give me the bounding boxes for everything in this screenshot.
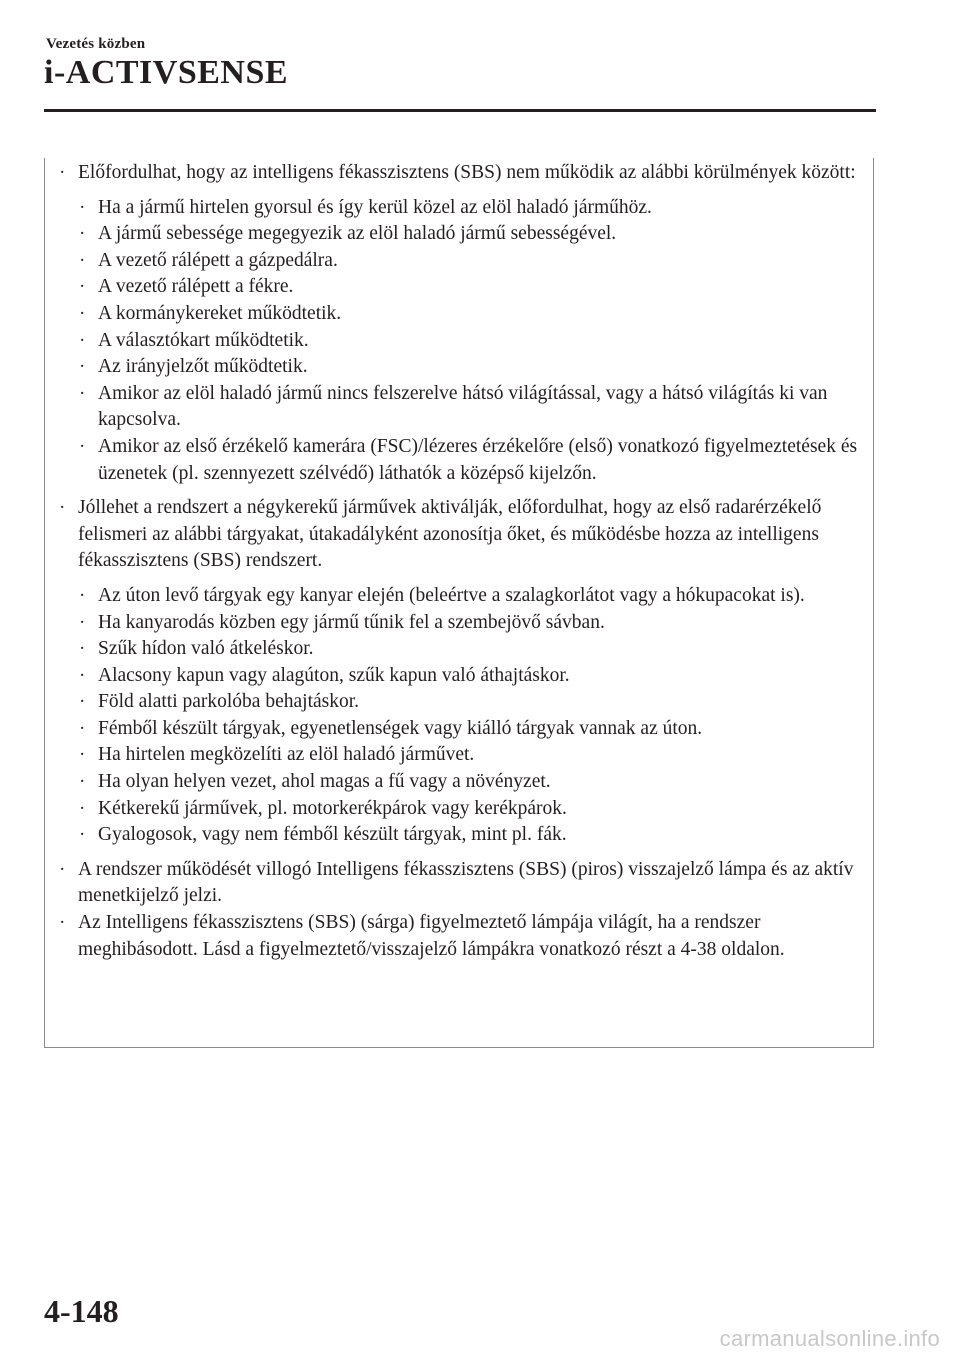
bullet: · [79,744,86,766]
bullet: · [59,497,66,519]
list-item-text: Föld alatti parkolóba behajtáskor. [98,691,360,713]
paragraph-text: Előfordulhat, hogy az intelligens fékasszisztens (SBS) nem működik az alábbi körülmények között: [78,162,856,183]
sub-list-item [76,248,866,275]
bullet: · [79,276,86,298]
list-item-text: Ha kanyarodás közben egy jármű tűnik fel a szembejövő sávban. [98,611,605,633]
bullet: · [79,223,86,245]
section-label: Vezetés közben [46,36,146,52]
bullet: · [79,771,86,793]
list-item-text: Az irányjelzőt működtetik. [98,356,308,378]
list-item-text: Ha a jármű hirtelen gyorsul és így kerül közel az elöl haladó járműhöz. [98,196,652,218]
list-item-text: Amikor az első érzékelő kamerára (FSC)/lézeres érzékelőre (első) vonatkozó figyelmeztetések és üzenetek (pl. szennyezett szélvédő) láthatók a középső kijelzőn. [98,435,858,484]
bullet: · [79,356,86,378]
sub-list-item [76,796,866,823]
sub-list-item [76,301,866,328]
bullet: · [79,329,86,351]
list-item-text: Ha hirtelen megközelíti az elöl haladó járművet. [98,744,475,766]
sub-list-item [76,636,866,663]
bullet: · [79,664,86,686]
bullet: · [79,249,86,271]
watermark: carmanualsonline.info [719,1326,940,1351]
bullet: · [59,912,66,934]
sub-list-item [76,195,866,222]
list-item-text: Kétkerekű járművek, pl. motorkerékpárok vagy kerékpárok. [98,797,567,819]
bullet: · [79,611,86,633]
bullet: · [79,302,86,324]
bullet: · [79,797,86,819]
sub-list-item [76,742,866,769]
bullet: · [79,691,86,713]
sub-list-item [76,769,866,796]
bullet-item [56,910,866,963]
list-item-text: Az úton levő tárgyak egy kanyar elején (beleértve a szalagkorlátot vagy a hókupacokat is). [98,584,805,606]
paragraph-text: Az Intelligens fékasszisztens (SBS) (sárga) figyelmeztető lámpája világít, ha a rendszer meghibásodott. Lásd a figyelmeztető/visszajelző lámpákra vonatkozó részt a 4-38 oldalon. [78,912,785,960]
list-item-text: A vezető rálépett a gázpedálra. [98,249,338,271]
sub-list-item [76,663,866,690]
bullet: · [79,435,86,457]
sub-list-item [76,689,866,716]
sub-list [56,583,866,849]
sub-list-item [76,434,866,487]
sub-list [56,195,866,488]
bullet-item [56,857,866,910]
list-item-text: Szűk hídon való átkeléskor. [98,638,314,660]
bullet: · [59,858,66,880]
bullet: · [79,717,86,739]
page-number: 4-148 [44,1293,119,1329]
bullet: · [79,196,86,218]
sub-list-item [76,583,866,610]
list-item-text: A kormánykereket működtetik. [98,302,342,324]
bullet: · [79,638,86,660]
bullet: · [79,824,86,846]
list-item-text: A jármű sebessége megegyezik az elöl haladó jármű sebességével. [98,223,617,245]
sub-list-item [76,221,866,248]
list-item-text: A választókart működtetik. [98,329,309,351]
list-item-text: Fémből készült tárgyak, egyenetlenségek vagy kiálló tárgyak vannak az úton. [98,717,703,739]
sub-list-item [76,822,866,849]
sub-list-item [76,354,866,381]
sub-list-item [76,274,866,301]
paragraph-text: Jóllehet a rendszert a négykerekű járművek aktiválják, előfordulhat, hogy az első radarérzékelő felismeri az alábbi tárgyakat, útakadályként azonosítja őket, és működésbe hozza az intelligens fékasszisztens (SBS) rendszert. [78,497,822,572]
bullet: · [59,162,66,183]
bullet: · [79,382,86,404]
sub-list-item [76,328,866,355]
chapter-title: i-ACTIVSENSE [44,54,289,91]
list-item-text: Ha olyan helyen vezet, ahol magas a fű vagy a növényzet. [98,771,551,793]
list-item-text: A vezető rálépett a fékre. [98,276,294,298]
bullet-item [56,160,866,187]
bullet-item [56,495,866,575]
list-item-text: Alacsony kapun vagy alagúton, szűk kapun való áthajtáskor. [98,664,570,686]
note-content [56,160,866,963]
bullet: · [79,584,86,606]
sub-list-item [76,381,866,434]
list-item-text: Amikor az elöl haladó jármű nincs felszerelve hátsó világítással, vagy a hátsó világítás ki van kapcsolva. [98,382,828,431]
sub-list-item [76,716,866,743]
sub-list-item [76,610,866,637]
list-item-text: Gyalogosok, vagy nem fémből készült tárgyak, mint pl. fák. [98,824,567,846]
paragraph-text: A rendszer működését villogó Intelligens fékasszisztens (SBS) (piros) visszajelző lámpa és az aktív menetkijelző jelzi. [78,858,854,907]
header-rule [44,109,876,112]
